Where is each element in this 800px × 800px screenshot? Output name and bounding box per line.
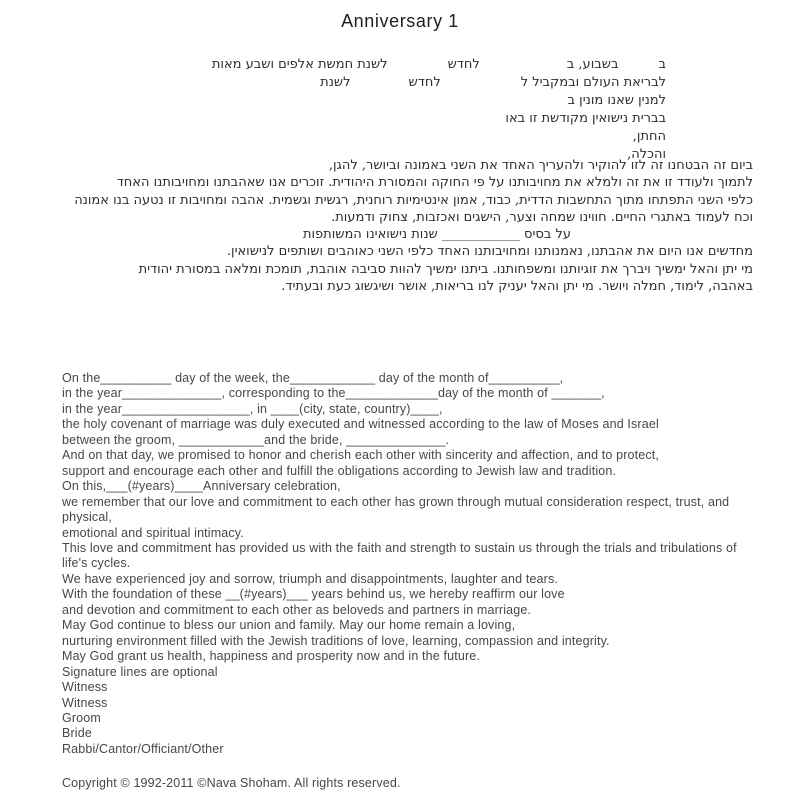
hebrew-form-row-1: [212, 56, 666, 74]
hebrew-basis-line: על בסיס ____________ שנות נישואינו המשותפות: [302, 227, 571, 243]
english-line: May God grant us health, happiness and prosperity now and in the future.: [62, 649, 480, 664]
english-line: This love and commitment has provided us with the faith and strength to sustain us through the trials and tribulations of: [62, 540, 737, 555]
blank-space: [480, 67, 567, 68]
hebrew-word: ב: [658, 57, 666, 72]
english-line-witness: Witness: [62, 680, 108, 695]
blank-space: [618, 67, 658, 68]
english-line: On this,___(#years)____Anniversary celebration,: [62, 479, 341, 494]
hebrew-form-row-2: [212, 74, 666, 92]
english-line: support and encourage each other and fulfill the obligations according to Jewish law and tradition.: [62, 463, 617, 478]
english-line: On the__________ day of the week, the____________ day of the month of__________,: [62, 371, 564, 385]
hebrew-line: כלפי השני התפתחו מתוך התחשבות הדדית, כבוד, אמון אינטימיות רוחנית, רגשית וגשמית. אהבה ומחויבות זו נטעה בנו אמונה: [74, 192, 753, 208]
hebrew-word: בשבוע, ב: [566, 57, 619, 72]
english-line: in the year______________, corresponding to the_____________day of the month of _______,: [62, 386, 605, 401]
copyright-text: Copyright © 1992-2011 ©Nava Shoham. All rights reserved.: [62, 776, 401, 790]
hebrew-line: וכח לעמוד באתגרי החיים. חווינו שמחה וצער, הישגים ואכזבות, צחוק ודמעות.: [331, 209, 753, 225]
english-line-officiant: Rabbi/Cantor/Officiant/Other: [62, 741, 224, 756]
hebrew-groom-label: [212, 128, 666, 146]
english-line: May God continue to bless our union and family. May our home remain a loving,: [62, 618, 516, 633]
english-line: we remember that our love and commitment to each other has grown through mutual consideration respect, trust, and: [62, 494, 730, 509]
hebrew-text-block: [10, 157, 753, 295]
english-line: and devotion and commitment to each other as beloveds and partners in marriage.: [62, 602, 532, 617]
hebrew-line: מי יתן והאל ימשיך ויברך את זוגיותנו ומשפחותנו. ביתנו ימשיך להוות סביבה אוהבת, תומכת ומלאה במסורת יהודית: [138, 261, 753, 277]
blank-space: [388, 67, 448, 68]
english-text-block: [62, 371, 780, 757]
hebrew-form-row-4: [212, 110, 666, 128]
hebrew-word: לשנת: [320, 75, 351, 90]
english-line: nurturing environment filled with the Jewish traditions of love, learning, compassion and integrity.: [62, 633, 610, 648]
page-title: Anniversary 1: [341, 11, 459, 31]
hebrew-word: לשנת חמשת אלפים ושבע מאות: [211, 57, 388, 72]
blank-space: [351, 85, 409, 86]
hebrew-line: לתמוך ולעודד זו את זה ולמלא את מחויבותנו על פי החוקה והמסורת היהודית. זוכרים אנו שאהבתנו ומחויבותנו האחד: [116, 175, 753, 191]
hebrew-word: לבריאת העולם ובמקביל ל: [520, 75, 666, 90]
english-line: physical,: [62, 510, 112, 525]
hebrew-line: באהבה, לימוד, חמלה ויושר. מי יתן והאל יעניק לנו בריאות, אושר ושיגשוג כעת ובעתיד.: [281, 279, 753, 295]
hebrew-date-form: [212, 56, 666, 164]
hebrew-line: והכלה,: [627, 147, 666, 162]
hebrew-line: בברית נישואין מקודשת זו באו: [505, 111, 666, 126]
english-line: emotional and spiritual intimacy.: [62, 525, 244, 540]
english-line: With the foundation of these __(#years)___ years behind us, we hereby reaffirm our love: [62, 587, 565, 602]
hebrew-line: למנין שאנו מונין ב: [567, 93, 666, 108]
english-line: life's cycles.: [62, 556, 131, 571]
english-line: between the groom, ____________and the bride, ______________.: [62, 432, 450, 447]
english-line-bride: Bride: [62, 726, 92, 741]
english-line: in the year__________________, in ____(city, state, country)____,: [62, 401, 443, 416]
english-line: We have experienced joy and sorrow, triumph and disappointments, laughter and tears.: [62, 571, 558, 586]
hebrew-line: ביום זה הבטחנו זה לזו להוקיר ולהעריך האחד את השני באמונה וביושר, להגן,: [328, 158, 753, 173]
hebrew-word: לחדש: [408, 75, 441, 90]
blank-space: [441, 85, 521, 86]
hebrew-form-row-3: [212, 92, 666, 110]
hebrew-word: לחדש: [447, 57, 480, 72]
english-line-witness: Witness: [62, 695, 108, 710]
english-line: the holy covenant of marriage was duly executed and witnessed according to the law of Moses and Israel: [62, 417, 659, 432]
english-line: And on that day, we promised to honor and cherish each other with sincerity and affection, and to protect,: [62, 448, 660, 463]
hebrew-line: החתן,: [632, 129, 666, 144]
hebrew-line: מחדשים אנו היום את אהבתנו, נאמנותנו ומחויבותנו האחד כלפי השני כאוהבים ושותפים לנישואין.: [226, 244, 753, 260]
english-line-groom: Groom: [62, 710, 101, 725]
english-line: Signature lines are optional: [62, 664, 218, 679]
